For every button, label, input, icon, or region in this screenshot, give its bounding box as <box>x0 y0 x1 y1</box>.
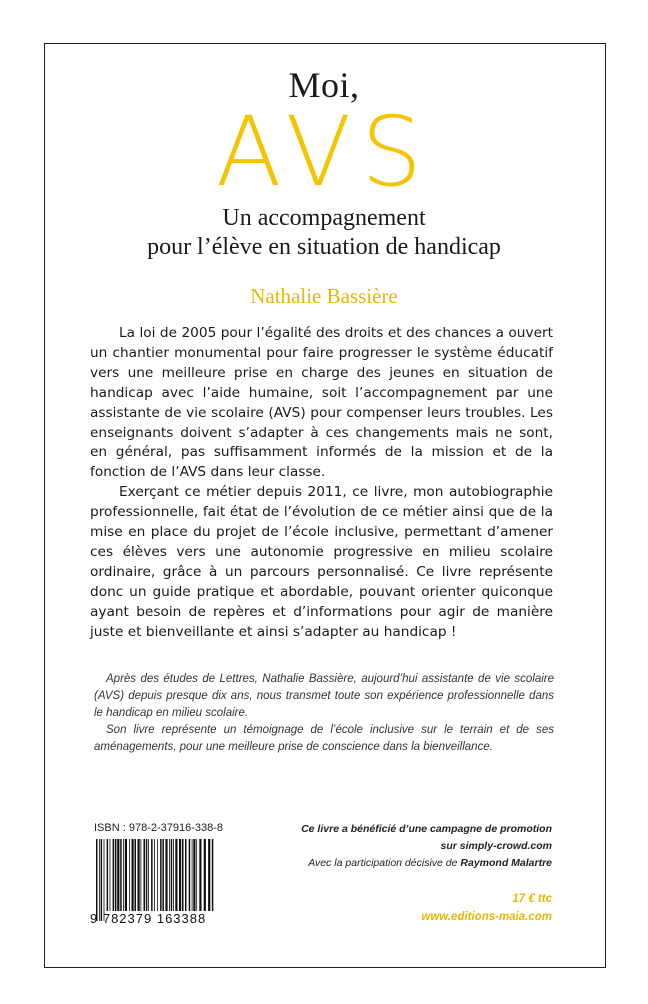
barcode-bar <box>173 839 174 911</box>
barcode-bar <box>117 839 119 911</box>
barcode-bar <box>99 839 100 921</box>
barcode-bar <box>196 839 197 911</box>
barcode-bar <box>175 839 177 911</box>
publisher-website[interactable]: www.editions-maia.com <box>421 911 552 923</box>
barcode-bar <box>157 839 158 911</box>
participation-name: Raymond Malartre <box>460 857 552 869</box>
barcode-bar <box>208 839 210 911</box>
barcode-bar <box>138 839 140 911</box>
barcode-bar <box>160 839 162 911</box>
promo-line-2: sur simply-crowd.com <box>440 840 552 852</box>
promo-line-1: Ce livre a bénéficié d’une campagne de promotion <box>301 823 552 835</box>
barcode-bar <box>125 839 127 911</box>
title-line-2: AVS <box>215 96 433 208</box>
barcode-bar <box>135 839 137 911</box>
about-paragraph: Son livre représente un témoignage de l’école inclusive sur le terrain et de ses aménagements, pour une meilleure prise de conscience dans la bienveillance. <box>94 724 554 753</box>
promo-note <box>301 821 552 855</box>
barcode-bar <box>96 839 98 921</box>
author-name: Nathalie Bassière <box>250 284 398 308</box>
barcode-bar <box>101 839 103 921</box>
subtitle-line-2: pour l’élève en situation de handicap <box>147 234 501 260</box>
barcode-bar <box>193 839 195 911</box>
barcode-bar <box>104 839 105 921</box>
participation-note <box>308 857 552 869</box>
barcode-bar <box>146 839 148 911</box>
barcode-bar <box>199 839 201 911</box>
barcode-bar <box>132 839 134 911</box>
barcode-bar <box>169 839 170 911</box>
barcode-bar <box>171 839 173 911</box>
barcode-bar <box>123 839 124 911</box>
barcode-bar <box>107 839 109 911</box>
barcode-bar <box>185 839 187 911</box>
barcode-bar <box>129 839 130 911</box>
barcode-bar <box>189 839 191 911</box>
price: 17 € ttc <box>512 893 552 905</box>
barcode-bar <box>148 839 149 911</box>
summary <box>90 324 553 643</box>
barcode-bar <box>182 839 184 911</box>
participation-prefix: Avec la participation décisive de <box>308 857 458 869</box>
title-line-1: Moi, <box>288 65 360 105</box>
subtitle-line-1: Un accompagnement <box>222 205 426 231</box>
summary-paragraph: La loi de 2005 pour l’égalité des droits et des chances a ouvert un chantier monumental pour faire progresser le système éducatif vers une meilleure prise en charge des jeunes en situation de handicap avec l’aide humaine, soit l’accompagnement par une assistante de vie scolaire (AVS) pour compenser leurs troubles. Les enseignants doivent s’adapter à ces changements mais ne sont, en général, pas suffisamment informés de la mission et de la fonction de l’AVS dans leur classe. <box>90 325 553 481</box>
barcode-bar <box>165 839 167 911</box>
barcode-bar <box>115 839 117 911</box>
barcode-bar <box>192 839 193 911</box>
barcode-bar <box>110 839 111 911</box>
barcode-bar <box>113 839 115 911</box>
barcode-bar <box>141 839 142 911</box>
about-author <box>94 671 554 756</box>
barcode-bar <box>162 839 164 911</box>
about-paragraph: Après des études de Lettres, Nathalie Bassière, aujourd’hui assistante de vie scolaire (AVS) depuis presque dix ans, nous transmet toute son expérience professionnelle dans le handicap en milieu scolaire. <box>94 673 554 719</box>
barcode-digits: 9 782379 163388 <box>90 911 207 926</box>
barcode-bar <box>204 839 206 911</box>
subtitle <box>0 204 648 262</box>
isbn-label: ISBN : 978-2-37916-338-8 <box>94 822 224 834</box>
barcode-bar <box>179 839 181 911</box>
barcode-bar <box>154 839 155 911</box>
barcode-bar <box>120 839 122 911</box>
barcode-bar <box>212 839 214 911</box>
barcode-bar <box>144 839 146 911</box>
summary-paragraph: Exerçant ce métier depuis 2011, ce livre, mon autobiographie professionnelle, fait état de l’évolution de ce métier ainsi que de la mise en place du projet de l’école inclusive, permettant d’amener ces élèves vers une autonomie progressive en milieu scolaire ordinaire, grâce à un parcours personnalisé. Ce livre représente donc un guide pratique et abordable, pouvant orienter quiconque ayant besoin de repères et d’informations pour agir de manière juste et bienveillante et ainsi s’adapter au handicap ! <box>90 484 553 640</box>
barcode-bar <box>151 839 153 911</box>
